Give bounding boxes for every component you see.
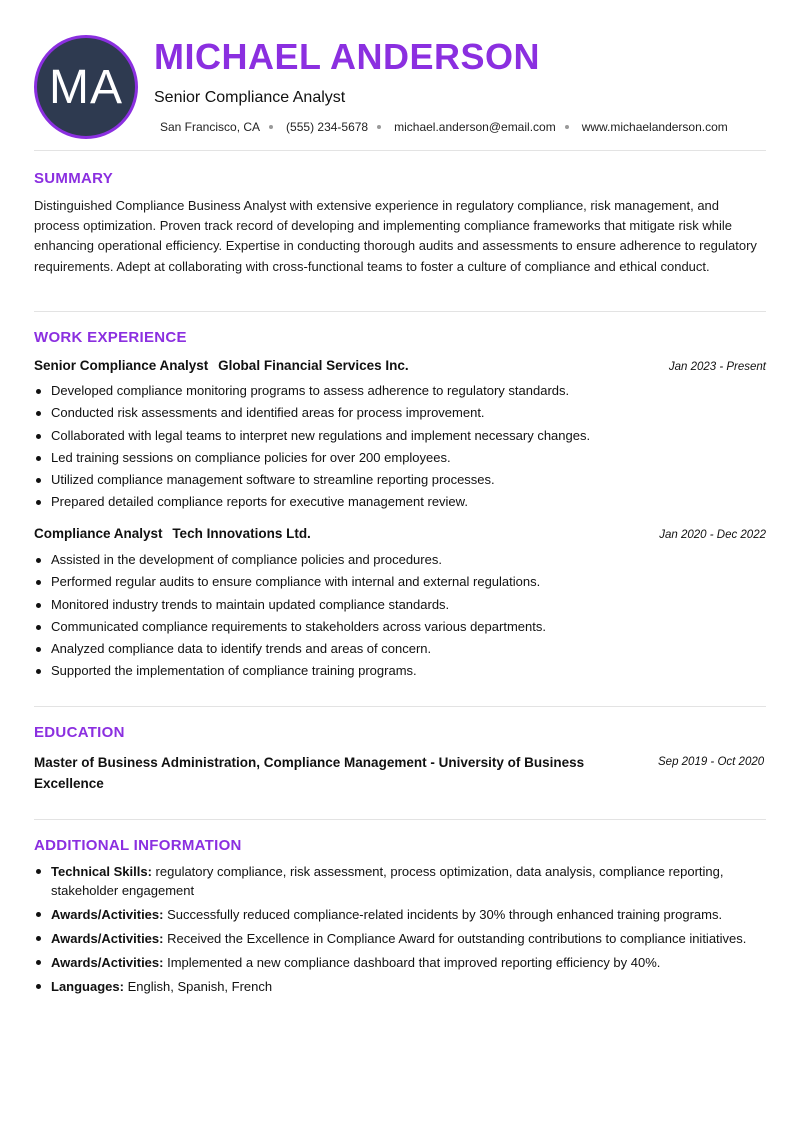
education-dates: Sep 2019 - Oct 2020 xyxy=(658,756,765,768)
separator-dot xyxy=(377,125,381,129)
section-title-work-experience: WORK EXPERIENCE xyxy=(34,329,187,346)
info-label: Technical Skills: xyxy=(51,864,152,879)
job-dates: Jan 2020 - Dec 2022 xyxy=(659,529,766,541)
divider xyxy=(34,150,766,151)
job-bullets xyxy=(34,549,783,683)
summary-text: Distinguished Compliance Business Analyst with extensive experience in regulatory compliance, risk management, and process optimization. Proven track record of developing and implementing compliance frameworks that mitigate risk while enhancing operational efficiency. Expertise in conducting thorough audits and assessments to ensure adherence to regulatory requirements. Adept at collaborating with cross-functional teams to foster a culture of compliance and ethical conduct. xyxy=(34,198,757,274)
education-degree: Master of Business Administration, Compliance Management - University of Business Excellence xyxy=(34,755,585,791)
job-dates: Jan 2023 - Present xyxy=(668,361,766,373)
list-item xyxy=(51,905,791,924)
contact-location: San Francisco, CA xyxy=(160,120,261,134)
info-text: English, Spanish, French xyxy=(127,979,273,994)
list-item: Monitored industry trends to maintain updated compliance standards. xyxy=(51,594,783,616)
candidate-title: Senior Compliance Analyst xyxy=(154,89,346,106)
job-role: Compliance Analyst xyxy=(34,526,163,541)
list-item: Collaborated with legal teams to interpret new regulations and implement necessary changes. xyxy=(51,425,783,447)
list-item: Analyzed compliance data to identify trends and areas of concern. xyxy=(51,638,783,660)
separator-dot xyxy=(269,125,273,129)
contact-email[interactable]: michael.anderson@email.com xyxy=(394,120,556,134)
list-item xyxy=(51,953,791,972)
info-text: Successfully reduced compliance-related incidents by 30% through enhanced training programs. xyxy=(167,907,723,922)
education-entry xyxy=(34,752,766,794)
info-text: Implemented a new compliance dashboard that improved reporting efficiency by 40%. xyxy=(167,955,661,970)
list-item: Conducted risk assessments and identified areas for process improvement. xyxy=(51,402,783,424)
candidate-name: MICHAEL ANDERSON xyxy=(154,36,541,77)
list-item: Supported the implementation of compliance training programs. xyxy=(51,660,783,682)
list-item: Prepared detailed compliance reports for executive management review. xyxy=(51,491,783,513)
section-title-additional-information: ADDITIONAL INFORMATION xyxy=(34,837,242,854)
list-item: Performed regular audits to ensure compliance with internal and external regulations. xyxy=(51,571,783,593)
avatar-initials: MA xyxy=(49,60,123,114)
avatar xyxy=(34,35,138,139)
info-label: Awards/Activities: xyxy=(51,955,164,970)
contact-info xyxy=(160,120,770,134)
divider xyxy=(34,311,766,312)
contact-website[interactable]: www.michaelanderson.com xyxy=(581,120,728,134)
separator-dot xyxy=(565,125,569,129)
job-company: Tech Innovations Ltd. xyxy=(172,526,311,541)
list-item xyxy=(51,977,791,996)
list-item xyxy=(51,862,791,900)
info-text: Received the Excellence in Compliance Award for outstanding contributions to compliance initiatives. xyxy=(167,931,747,946)
info-text: regulatory compliance, risk assessment, process optimization, data analysis, compliance reporting, stakeholder engagement xyxy=(51,864,724,898)
section-title-summary: SUMMARY xyxy=(34,170,114,187)
list-item xyxy=(51,929,791,948)
divider xyxy=(34,819,766,820)
list-item: Developed compliance monitoring programs to assess adherence to regulatory standards. xyxy=(51,380,783,402)
list-item: Led training sessions on compliance policies for over 200 employees. xyxy=(51,447,783,469)
info-label: Awards/Activities: xyxy=(51,907,164,922)
list-item: Assisted in the development of compliance policies and procedures. xyxy=(51,549,783,571)
info-label: Awards/Activities: xyxy=(51,931,164,946)
additional-info-list xyxy=(34,862,791,1001)
list-item: Utilized compliance management software to streamline reporting processes. xyxy=(51,469,783,491)
section-title-education: EDUCATION xyxy=(34,724,125,741)
job-role: Senior Compliance Analyst xyxy=(34,358,209,373)
job-company: Global Financial Services Inc. xyxy=(218,358,409,373)
divider xyxy=(34,706,766,707)
job-bullets xyxy=(34,380,783,514)
contact-phone: (555) 234-5678 xyxy=(286,120,369,134)
job-header xyxy=(34,358,766,373)
job-header xyxy=(34,526,766,541)
list-item: Communicated compliance requirements to stakeholders across various departments. xyxy=(51,616,783,638)
info-label: Languages: xyxy=(51,979,124,994)
